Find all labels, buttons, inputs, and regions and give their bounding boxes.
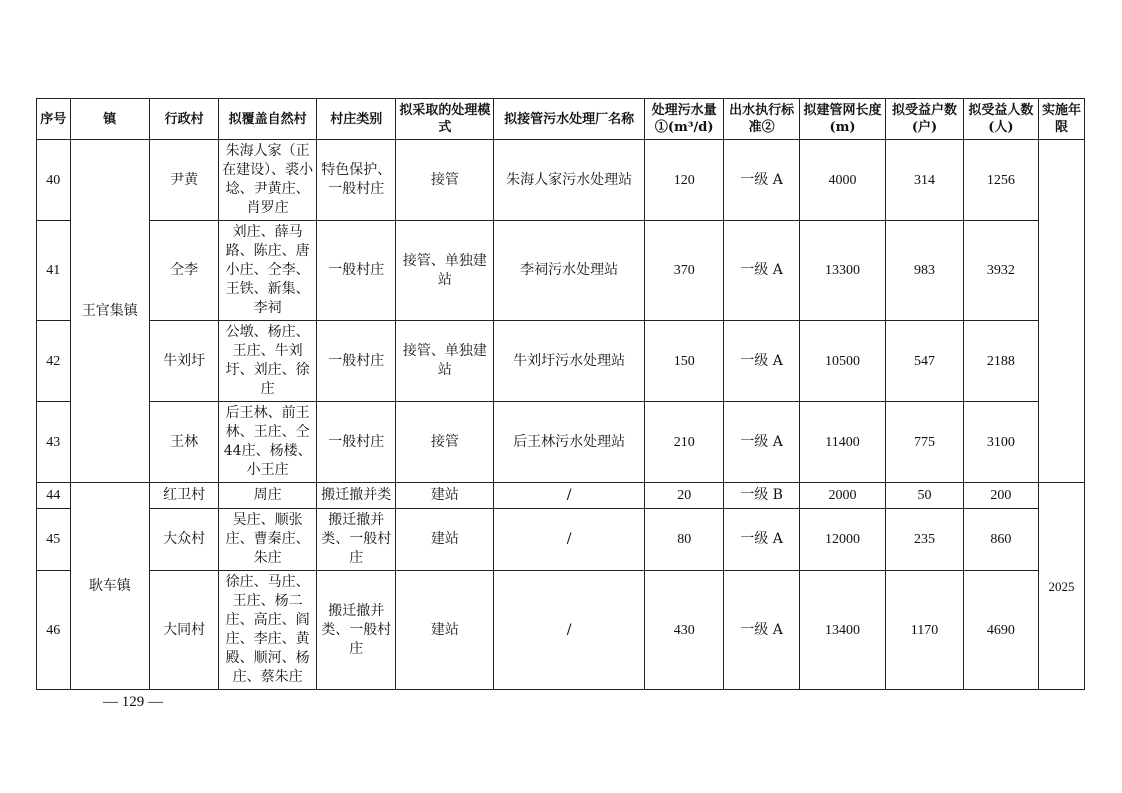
plant-cell: / — [494, 483, 645, 509]
type-cell: 特色保护、一般村庄 — [317, 140, 396, 221]
plant-cell: 朱海人家污水处理站 — [494, 140, 645, 221]
standard-cell: 一级 A — [724, 402, 799, 483]
pipe-cell: 13300 — [799, 221, 886, 321]
period-cell-empty — [1039, 140, 1085, 483]
mode-cell: 建站 — [396, 571, 494, 690]
seq-cell: 41 — [37, 221, 71, 321]
plant-cell: / — [494, 571, 645, 690]
covered-cell: 公墩、杨庄、王庄、牛刘圩、刘庄、徐庄 — [219, 321, 317, 402]
standard-cell: 一级 A — [724, 571, 799, 690]
mode-cell: 接管 — [396, 402, 494, 483]
type-cell: 一般村庄 — [317, 402, 396, 483]
volume-cell: 20 — [644, 483, 723, 509]
standard-cell: 一级 A — [724, 509, 799, 571]
covered-cell: 吴庄、顺张庄、曹秦庄、朱庄 — [219, 509, 317, 571]
covered-cell: 后王林、前王林、王庄、仝44庄、杨楼、小王庄 — [219, 402, 317, 483]
village-cell: 牛刘圩 — [150, 321, 219, 402]
mode-cell: 接管、单独建站 — [396, 221, 494, 321]
town-cell: 耿车镇 — [70, 483, 149, 690]
sewage-plan-table — [36, 98, 1085, 690]
table-row — [37, 140, 1085, 221]
seq-cell: 40 — [37, 140, 71, 221]
standard-cell: 一级 A — [724, 321, 799, 402]
header-covered-villages: 拟覆盖自然村 — [219, 99, 317, 140]
header-plant-name: 拟接管污水处理厂名称 — [494, 99, 645, 140]
people-cell: 860 — [963, 509, 1038, 571]
town-cell: 王官集镇 — [70, 140, 149, 483]
mode-cell: 接管 — [396, 140, 494, 221]
header-volume: 处理污水量①(m³/d) — [644, 99, 723, 140]
type-cell: 一般村庄 — [317, 221, 396, 321]
header-seq: 序号 — [37, 99, 71, 140]
covered-cell: 徐庄、马庄、王庄、杨二庄、高庄、阎庄、李庄、黄殿、顺河、杨庄、蔡朱庄 — [219, 571, 317, 690]
mode-cell: 接管、单独建站 — [396, 321, 494, 402]
header-people: 拟受益人数(人) — [963, 99, 1038, 140]
covered-cell: 周庄 — [219, 483, 317, 509]
seq-cell: 44 — [37, 483, 71, 509]
type-cell: 搬迁撤并类 — [317, 483, 396, 509]
households-cell: 547 — [886, 321, 963, 402]
plant-cell: 牛刘圩污水处理站 — [494, 321, 645, 402]
standard-cell: 一级 A — [724, 221, 799, 321]
people-cell: 2188 — [963, 321, 1038, 402]
header-period: 实施年限 — [1039, 99, 1085, 140]
village-cell: 大众村 — [150, 509, 219, 571]
village-cell: 大同村 — [150, 571, 219, 690]
people-cell: 3932 — [963, 221, 1038, 321]
pipe-cell: 10500 — [799, 321, 886, 402]
plant-cell: / — [494, 509, 645, 571]
households-cell: 314 — [886, 140, 963, 221]
period-cell: 2025 — [1039, 483, 1085, 690]
people-cell: 3100 — [963, 402, 1038, 483]
header-pipe-length: 拟建管网长度(m) — [799, 99, 886, 140]
page-number: — 129 — — [103, 694, 163, 710]
header-standard: 出水执行标准② — [724, 99, 799, 140]
pipe-cell: 11400 — [799, 402, 886, 483]
type-cell: 一般村庄 — [317, 321, 396, 402]
people-cell: 200 — [963, 483, 1038, 509]
seq-cell: 42 — [37, 321, 71, 402]
pipe-cell: 4000 — [799, 140, 886, 221]
people-cell: 1256 — [963, 140, 1038, 221]
volume-cell: 150 — [644, 321, 723, 402]
households-cell: 1170 — [886, 571, 963, 690]
header-households: 拟受益户数(户) — [886, 99, 963, 140]
volume-cell: 120 — [644, 140, 723, 221]
village-cell: 尹黄 — [150, 140, 219, 221]
plant-cell: 后王林污水处理站 — [494, 402, 645, 483]
type-cell: 搬迁撤并类、一般村庄 — [317, 509, 396, 571]
volume-cell: 430 — [644, 571, 723, 690]
table-row — [37, 321, 1085, 402]
volume-cell: 370 — [644, 221, 723, 321]
pipe-cell: 2000 — [799, 483, 886, 509]
volume-cell: 80 — [644, 509, 723, 571]
type-cell: 搬迁撤并类、一般村庄 — [317, 571, 396, 690]
mode-cell: 建站 — [396, 509, 494, 571]
village-cell: 王林 — [150, 402, 219, 483]
standard-cell: 一级 B — [724, 483, 799, 509]
pipe-cell: 12000 — [799, 509, 886, 571]
table-row — [37, 509, 1085, 571]
pipe-cell: 13400 — [799, 571, 886, 690]
table-row — [37, 571, 1085, 690]
table-row — [37, 221, 1085, 321]
households-cell: 983 — [886, 221, 963, 321]
village-cell: 仝李 — [150, 221, 219, 321]
covered-cell: 朱海人家（正在建设）、裘小埝、尹黄庄、肖罗庄 — [219, 140, 317, 221]
households-cell: 50 — [886, 483, 963, 509]
header-town: 镇 — [70, 99, 149, 140]
seq-cell: 45 — [37, 509, 71, 571]
header-row — [37, 99, 1085, 140]
households-cell: 775 — [886, 402, 963, 483]
header-treatment-mode: 拟采取的处理模式 — [396, 99, 494, 140]
table-row — [37, 483, 1085, 509]
volume-cell: 210 — [644, 402, 723, 483]
mode-cell: 建站 — [396, 483, 494, 509]
seq-cell: 46 — [37, 571, 71, 690]
header-village-type: 村庄类别 — [317, 99, 396, 140]
header-admin-village: 行政村 — [150, 99, 219, 140]
village-cell: 红卫村 — [150, 483, 219, 509]
people-cell: 4690 — [963, 571, 1038, 690]
standard-cell: 一级 A — [724, 140, 799, 221]
covered-cell: 刘庄、薛马路、陈庄、唐小庄、仝李、王铁、新集、李祠 — [219, 221, 317, 321]
seq-cell: 43 — [37, 402, 71, 483]
table-row — [37, 402, 1085, 483]
households-cell: 235 — [886, 509, 963, 571]
plant-cell: 李祠污水处理站 — [494, 221, 645, 321]
